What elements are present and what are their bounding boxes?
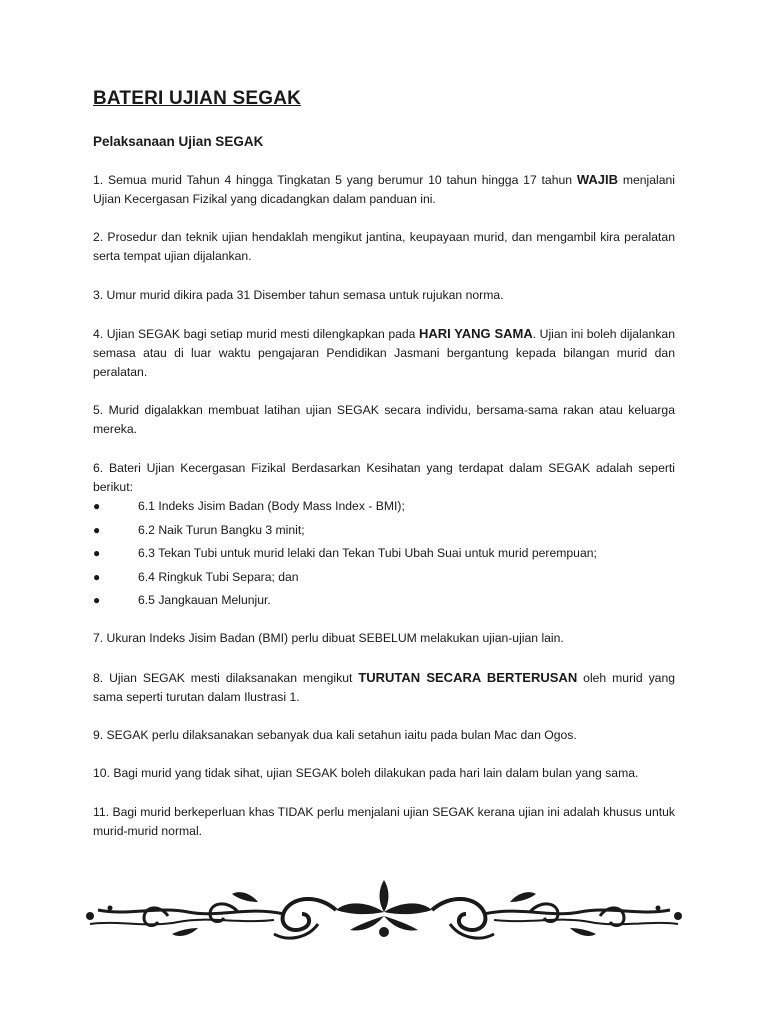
bullet-icon: ● (93, 569, 101, 584)
paragraph-8 (93, 668, 675, 707)
list-item-text: 6.3 Tekan Tubi untuk murid lelaki dan Tekan Tubi Ubah Suai untuk murid perempuan; (138, 546, 597, 560)
bullet-icon: ● (93, 499, 101, 513)
page-title: BATERI UJIAN SEGAK (93, 88, 302, 109)
list-item (93, 591, 675, 615)
list-item (93, 497, 675, 521)
paragraph-11: 11. Bagi murid berkeperluan khas TIDAK perlu menjalani ujian SEGAK kerana ujian ini adalah khusus untuk murid-murid normal. (93, 805, 675, 838)
p4-emphasis: HARI YANG SAMA (418, 326, 533, 341)
p1-text-c: menjalani Ujian Kecergasan Fizikal yang dicadangkan dalam panduan ini. (93, 173, 675, 206)
p4-text-a: 4. Ujian SEGAK bagi setiap murid mesti dilengkapkan pada (93, 327, 419, 341)
list-item (93, 568, 675, 592)
p1-emphasis: WAJIB (576, 172, 619, 187)
list-item (93, 521, 675, 545)
paragraph-3: 3. Umur murid dikira pada 31 Disember tahun semasa untuk rujukan norma. (93, 288, 504, 302)
section-subtitle: Pelaksanaan Ujian SEGAK (93, 134, 264, 149)
paragraph-2: 2. Prosedur dan teknik ujian hendaklah mengikut jantina, keupayaan murid, dan mengambil kira peralatan serta tempat ujian dijalankan. (93, 230, 675, 263)
paragraph-7: 7. Ukuran Indeks Jisim Badan (BMI) perlu dibuat SEBELUM melakukan ujian-ujian lain. (93, 631, 564, 645)
p4-text-c: . Ujian ini boleh dijalankan semasa atau di luar waktu pengajaran Pendidikan Jasmani bergantung kepada bilangan murid dan peralatan. (93, 327, 675, 379)
paragraph-9: 9. SEGAK perlu dilaksanakan sebanyak dua kali setahun iaitu pada bulan Mac dan Ogos. (93, 728, 577, 742)
paragraph-5: 5. Murid digalakkan membuat latihan ujian SEGAK secara individu, bersama-sama rakan atau keluarga mereka. (93, 403, 675, 436)
paragraph-4 (93, 324, 675, 382)
list-item-text: 6.4 Ringkuk Tubi Separa; dan (138, 569, 299, 584)
paragraph-1 (93, 170, 675, 209)
paragraph-10: 10. Bagi murid yang tidak sihat, ujian SEGAK boleh dilakukan pada hari lain dalam bulan yang sama. (93, 766, 639, 780)
list-item-text: 6.5 Jangkauan Melunjur. (138, 593, 271, 607)
paragraph-6: 6. Bateri Ujian Kecergasan Fizikal Berdasarkan Kesihatan yang terdapat dalam SEGAK adalah seperti berikut: (93, 461, 675, 494)
p8-text-a: 8. Ujian SEGAK mesti dilaksanakan mengikut (93, 671, 359, 685)
list-item-text: 6.2 Naik Turun Bangku 3 minit; (138, 522, 305, 537)
test-list (93, 497, 675, 615)
list-item-text: 6.1 Indeks Jisim Badan (Body Mass Index - BMI); (138, 499, 405, 513)
p8-text-c: oleh murid yang sama seperti turutan dalam Ilustrasi 1. (93, 671, 675, 704)
list-item (93, 544, 675, 568)
bullet-icon: ● (93, 546, 101, 560)
p8-emphasis: TURUTAN SECARA BERTERUSAN (358, 670, 578, 685)
decorative-divider-icon (78, 872, 690, 952)
p1-text-a: 1. Semua murid Tahun 4 hingga Tingkatan 5 yang berumur 10 tahun hingga 17 tahun (93, 173, 577, 187)
bullet-icon: ● (93, 522, 101, 537)
bullet-icon: ● (93, 593, 101, 607)
